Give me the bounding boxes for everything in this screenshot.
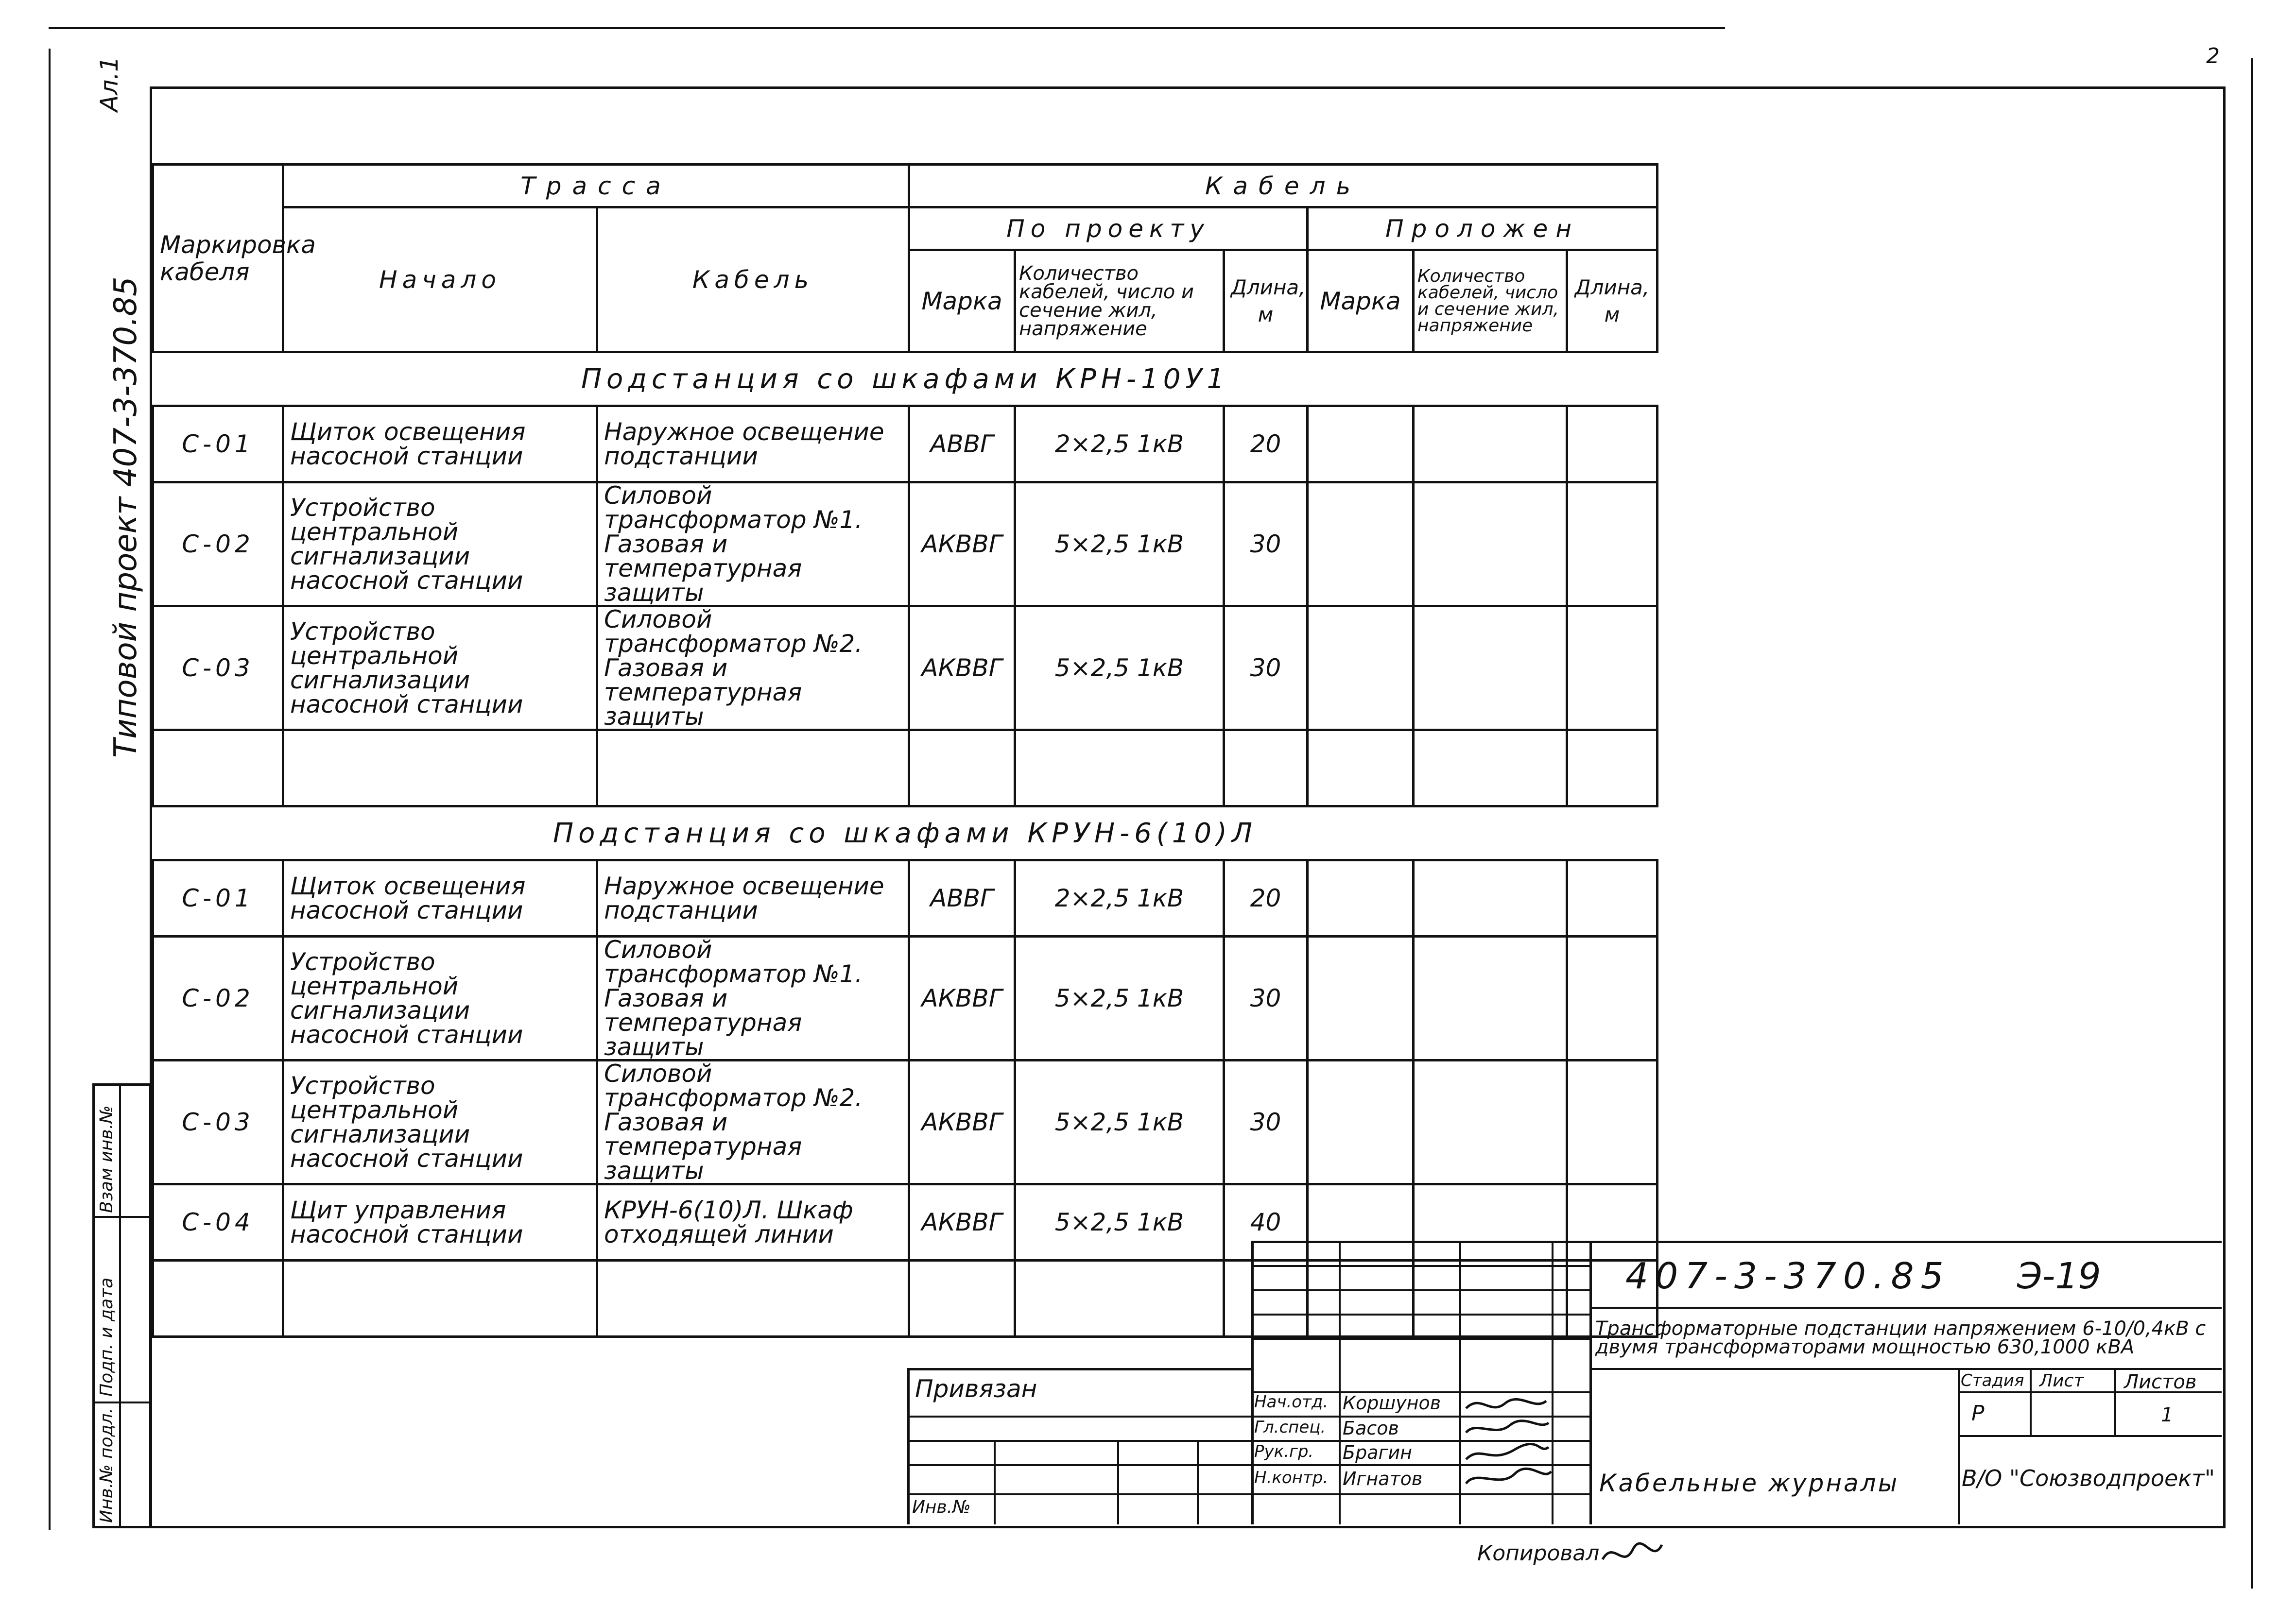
tb-right-row	[1958, 1435, 2222, 1437]
signature-mark	[1603, 1543, 1662, 1559]
sheet-code: Э-19	[2017, 1255, 2101, 1297]
route-end: Силовой трансформатор №2. Газовая и температурная защиты	[597, 606, 909, 730]
table-row	[153, 482, 1657, 606]
cable-code: С-04	[153, 1184, 283, 1261]
signer-name: Басов	[1343, 1418, 1399, 1439]
side-stamp-label-inv: Инв.№ подл.	[97, 1408, 117, 1523]
cable-code: С-01	[153, 860, 283, 937]
laid-length	[1567, 406, 1657, 482]
laid-mark	[1308, 730, 1414, 806]
signature-mark	[1466, 1421, 1549, 1433]
cable-mark: АКВВГ	[909, 1184, 1015, 1261]
cable-length: 20	[1224, 860, 1308, 937]
tb-row-line	[1251, 1265, 1591, 1267]
laid-mark	[1308, 937, 1414, 1060]
cable-mark	[909, 730, 1015, 806]
laid-mark	[1308, 482, 1414, 606]
header-marka: Марка	[909, 250, 1015, 352]
side-stamp-row-line	[95, 1402, 149, 1403]
tb-priv-col	[1197, 1440, 1199, 1524]
inv-number-label: Инв.№	[912, 1497, 971, 1517]
cable-code: С-02	[153, 937, 283, 1060]
route-start: Устройство центральной сигнализации насосной станции	[283, 606, 597, 730]
role-label: Нач.отд.	[1254, 1392, 1329, 1412]
laid-qty	[1414, 937, 1567, 1060]
route-start	[283, 1261, 597, 1337]
tb-right-row	[1589, 1368, 2222, 1370]
cable-mark: АВВГ	[909, 860, 1015, 937]
cable-qty: 5×2,5 1кВ	[1015, 1184, 1224, 1261]
header-trassa: Трасса	[283, 165, 909, 207]
cable-qty: 5×2,5 1кВ	[1015, 937, 1224, 1060]
tb-row-line	[1251, 1314, 1591, 1316]
laid-mark	[1308, 1060, 1414, 1184]
laid-length	[1567, 730, 1657, 806]
laid-mark	[1308, 860, 1414, 937]
cable-code: С-03	[153, 606, 283, 730]
side-stamp-label-podp: Подп. и дата	[97, 1277, 117, 1397]
sheets-label: Листов	[2124, 1371, 2197, 1393]
laid-qty	[1414, 482, 1567, 606]
header-prolozhen: Проложен	[1308, 207, 1657, 250]
header-dlina-laid: Длина, м	[1567, 250, 1657, 352]
copied-by-label: Копировал	[1477, 1541, 1600, 1566]
sheet-label: Лист	[2039, 1371, 2084, 1391]
header-dlina: Длина, м	[1224, 250, 1308, 352]
side-stamp	[92, 1083, 152, 1528]
signer-name: Игнатов	[1343, 1468, 1423, 1489]
route-end	[597, 1261, 909, 1337]
cable-mark: АКВВГ	[909, 1060, 1015, 1184]
side-stamp-label-vzam: Взам инв.№	[97, 1105, 117, 1213]
cable-qty: 2×2,5 1кВ	[1015, 406, 1224, 482]
section-title: Подстанция со шкафами КРН-10У1	[153, 352, 1657, 406]
header-kabel: Кабель	[909, 165, 1657, 207]
cable-code	[153, 1261, 283, 1337]
header-po-proektu: По проекту	[909, 207, 1308, 250]
table-row	[153, 860, 1657, 937]
tb-privyazan-top	[907, 1368, 1253, 1370]
tb-priv-col	[994, 1440, 996, 1524]
laid-qty	[1414, 730, 1567, 806]
laid-mark	[1308, 606, 1414, 730]
sheet-corner-number: 2	[2206, 44, 2220, 68]
left-edge-line	[49, 49, 51, 1530]
table-row	[153, 937, 1657, 1060]
tb-top-line	[1251, 1241, 2222, 1243]
stage-value: Р	[1971, 1401, 1985, 1426]
route-start: Устройство центральной сигнализации насосной станции	[283, 482, 597, 606]
role-label: Рук.гр.	[1254, 1442, 1314, 1461]
signer-name: Коршунов	[1343, 1392, 1441, 1414]
laid-length	[1567, 482, 1657, 606]
signature-mark	[1466, 1469, 1551, 1484]
sheets-value: 1	[2161, 1404, 2174, 1426]
table-row	[153, 406, 1657, 482]
organization: В/О "Союзводпроект"	[1962, 1465, 2215, 1491]
cable-length: 30	[1224, 937, 1308, 1060]
signature-mark	[1466, 1444, 1549, 1459]
route-end: КРУН-6(10)Л. Шкаф отходящей линии	[597, 1184, 909, 1261]
cable-mark: АВВГ	[909, 406, 1015, 482]
tb-priv-col	[1117, 1440, 1119, 1524]
route-start: Щиток освещения насосной станции	[283, 860, 597, 937]
cable-qty: 2×2,5 1кВ	[1015, 860, 1224, 937]
tb-right-col	[2114, 1368, 2116, 1436]
cable-length: 30	[1224, 482, 1308, 606]
vertical-project-title: Типовой проект 407-3-370.85	[108, 276, 144, 758]
laid-qty	[1414, 1060, 1567, 1184]
cable-length	[1224, 730, 1308, 806]
signer-name: Брагин	[1343, 1442, 1412, 1463]
cable-qty: 5×2,5 1кВ	[1015, 482, 1224, 606]
tb-privyazan-left	[907, 1368, 910, 1524]
tb-right-col	[1958, 1368, 1960, 1524]
cable-mark: АКВВГ	[909, 482, 1015, 606]
corner-label: Ал.1	[95, 56, 123, 112]
table-row	[153, 1060, 1657, 1184]
cable-qty: 5×2,5 1кВ	[1015, 1060, 1224, 1184]
privyazan-label: Привязан	[915, 1375, 1037, 1403]
cable-qty	[1015, 730, 1224, 806]
header-marka-laid: Марка	[1308, 250, 1414, 352]
route-end: Силовой трансформатор №1. Газовая и температурная защиты	[597, 937, 909, 1060]
role-label: Н.контр.	[1254, 1468, 1329, 1487]
cable-code: С-01	[153, 406, 283, 482]
cable-code: С-03	[153, 1060, 283, 1184]
header-marking: Маркировка кабеля	[153, 165, 283, 352]
route-end: Наружное освещение подстанции	[597, 860, 909, 937]
tb-col-line	[1589, 1241, 1592, 1524]
laid-qty	[1414, 606, 1567, 730]
project-description: Трансформаторные подстанции напряжением 6-10/0,4кВ с двумя трансформаторами мощностью 630,1000 кВА	[1595, 1317, 2206, 1358]
tb-right-row	[1589, 1307, 2222, 1309]
laid-length	[1567, 860, 1657, 937]
cable-qty: 5×2,5 1кВ	[1015, 606, 1224, 730]
laid-length	[1567, 1060, 1657, 1184]
table-row	[153, 606, 1657, 730]
cable-code: С-02	[153, 482, 283, 606]
tb-row-line	[1251, 1338, 1591, 1340]
route-start: Устройство центральной сигнализации насосной станции	[283, 1060, 597, 1184]
header-kabel-route: Кабель	[597, 207, 909, 352]
header-kolichestvo-laid: Количество кабелей, число и сечение жил, напряжение	[1414, 250, 1567, 352]
document-title: Кабельные журналы	[1599, 1469, 1899, 1497]
route-start	[283, 730, 597, 806]
laid-mark	[1308, 406, 1414, 482]
route-start: Устройство центральной сигнализации насосной станции	[283, 937, 597, 1060]
laid-qty	[1414, 860, 1567, 937]
cable-length: 20	[1224, 406, 1308, 482]
laid-length	[1567, 606, 1657, 730]
role-label: Гл.спец.	[1254, 1418, 1326, 1437]
cable-mark: АКВВГ	[909, 606, 1015, 730]
route-end: Силовой трансформатор №1. Газовая и температурная защиты	[597, 482, 909, 606]
right-edge-line	[2251, 58, 2253, 1589]
tb-right-col	[2030, 1368, 2032, 1436]
side-stamp-row-line	[95, 1216, 149, 1218]
cable-length: 40	[1224, 1184, 1308, 1261]
stage-label: Стадия	[1961, 1371, 2024, 1390]
cable-mark: АКВВГ	[909, 937, 1015, 1060]
route-start: Щиток освещения насосной станции	[283, 406, 597, 482]
route-end: Наружное освещение подстанции	[597, 406, 909, 482]
cable-code	[153, 730, 283, 806]
tb-row-line	[1251, 1289, 1591, 1291]
cable-journal-table	[152, 163, 1658, 1338]
signature-mark	[1466, 1399, 1546, 1408]
header-kolichestvo-proj: Количество кабелей, число и сечение жил, напряжение	[1015, 250, 1224, 352]
header-nachalo: Начало	[283, 207, 597, 352]
laid-length	[1567, 937, 1657, 1060]
tb-left-line	[1251, 1241, 1254, 1524]
route-start: Щит управления насосной станции	[283, 1184, 597, 1261]
cable-length: 30	[1224, 606, 1308, 730]
table-row-empty	[153, 730, 1657, 806]
tb-col-line	[1339, 1241, 1341, 1524]
copier-signature	[1599, 1535, 1667, 1574]
cable-length: 30	[1224, 1060, 1308, 1184]
signatures	[1461, 1391, 1554, 1498]
section-title: Подстанция со шкафами КРУН-6(10)Л	[153, 806, 1657, 860]
route-end	[597, 730, 909, 806]
side-stamp-divider	[119, 1086, 121, 1526]
top-edge-line	[49, 27, 1725, 29]
route-end: Силовой трансформатор №2. Газовая и температурная защиты	[597, 1060, 909, 1184]
laid-qty	[1414, 406, 1567, 482]
title-block	[907, 1241, 2222, 1524]
doc-number: 407-3-370.85	[1625, 1255, 1951, 1297]
